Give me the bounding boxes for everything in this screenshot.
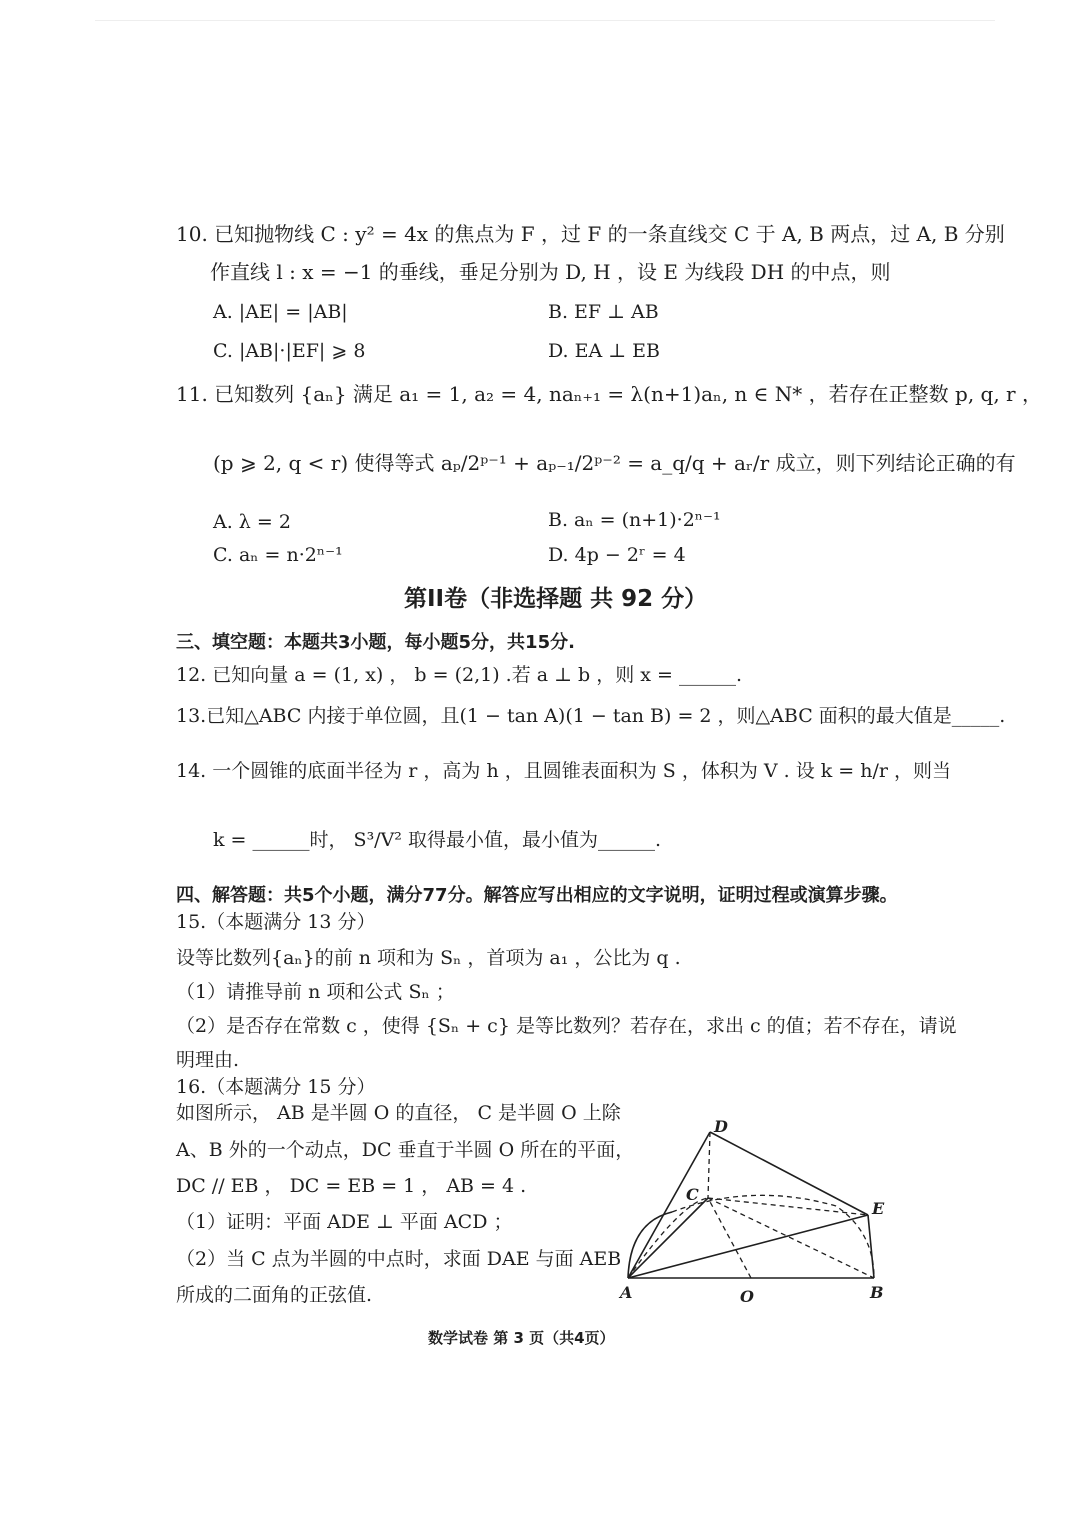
q12-text: 12. 已知向量 a = (1, x) ， b = (2,1) .若 a ⊥ b ，则 x = ______.: [176, 664, 743, 686]
q16-line4: （1）证明：平面 ADE ⊥ 平面 ACD ；: [176, 1211, 513, 1233]
page-footer: 数学试卷 第 3 页（共4页）: [428, 1329, 615, 1347]
q16-line5: （2）当 C 点为半圆的中点时，求面 DAE 与面 AEB: [176, 1248, 622, 1270]
q10-line1: 10. 已知抛物线 C : y² = 4x 的焦点为 F ，过 F 的一条直线交 C 于 A, B 两点，过 A, B 分别: [176, 222, 1005, 246]
q10-option-c: C. |AB|·|EF| ⩾ 8: [213, 340, 366, 362]
q10-option-d: D. EA ⊥ EB: [548, 340, 661, 362]
segment-ae: [628, 1215, 868, 1278]
section4-heading: 四、解答题：共5个小题，满分77分。解答应写出相应的文字说明，证明过程或演算步骤。: [176, 885, 898, 906]
segment-cb-dashed: [708, 1198, 874, 1278]
q14-line2: k = ______时， S³/V² 取得最小值，最小值为______.: [213, 829, 662, 851]
q16-line2: A、B 外的一个动点，DC 垂直于半圆 O 所在的平面，: [176, 1139, 635, 1161]
q14-line1: 14. 一个圆锥的底面半径为 r ，高为 h ，且圆锥表面积为 S ，体积为 V . 设 k = h/r ，则当: [176, 760, 952, 782]
q11-option-c: C. aₙ = n·2ⁿ⁻¹: [213, 544, 343, 566]
segment-ad: [628, 1132, 710, 1278]
q15-part2-line2: 明理由.: [176, 1049, 240, 1071]
q11-option-a: A. λ = 2: [213, 511, 291, 533]
part2-title: 第II卷（非选择题 共 92 分）: [404, 586, 708, 612]
label-b: B: [870, 1283, 884, 1302]
q15-heading: 15.（本题满分 13 分）: [176, 911, 376, 933]
q13-text: 13.已知△ABC 内接于单位圆，且(1 − tan A)(1 − tan B) = 2 ，则△ABC 面积的最大值是_____.: [176, 705, 1006, 727]
q15-part2-line1: （2）是否存在常数 c ，使得 {Sₙ + c} 是等比数列？若存在，求出 c 的值；若不存在，请说: [176, 1015, 957, 1037]
segment-ac: [628, 1198, 708, 1278]
label-a: A: [620, 1283, 633, 1302]
q11-option-d: D. 4p − 2ʳ = 4: [548, 544, 686, 566]
label-d: D: [714, 1117, 728, 1136]
label-o: O: [740, 1287, 754, 1306]
q16-line3: DC // EB ， DC = EB = 1 ， AB = 4 .: [176, 1175, 527, 1197]
q16-heading: 16.（本题满分 15 分）: [176, 1076, 376, 1098]
q10-option-a: A. |AE| = |AB|: [213, 301, 348, 323]
q15-part1: （1）请推导前 n 项和公式 Sₙ ；: [176, 981, 455, 1003]
q11-line2: (p ⩾ 2, q < r) 使得等式 aₚ/2ᵖ⁻¹ + aₚ₋₁/2ᵖ⁻² = a_q/q + aᵣ/r 成立，则下列结论正确的有: [213, 451, 1016, 475]
scan-top-edge: [95, 20, 995, 21]
q11-line1: 11. 已知数列 {aₙ} 满足 a₁ = 1, a₂ = 4, naₙ₊₁ = λ(n+1)aₙ, n ∈ N* ，若存在正整数 p, q, r ，: [176, 382, 1042, 406]
section3-heading: 三、填空题：本题共3小题，每小题5分，共15分.: [176, 632, 575, 653]
q16-line6: 所成的二面角的正弦值.: [176, 1284, 373, 1306]
q10-option-b: B. EF ⊥ AB: [548, 301, 659, 323]
q11-option-b: B. aₙ = (n+1)·2ⁿ⁻¹: [548, 509, 721, 531]
segment-ce-dashed: [708, 1198, 868, 1215]
segment-de: [710, 1132, 868, 1215]
q16-geometry-figure: [612, 1112, 902, 1312]
q15-stem: 设等比数列{aₙ}的前 n 项和为 Sₙ ，首项为 a₁ ，公比为 q .: [176, 947, 681, 969]
segment-oc-dashed: [708, 1198, 751, 1278]
q16-line1: 如图所示， AB 是半圆 O 的直径， C 是半圆 O 上除: [176, 1102, 621, 1124]
segment-dc-dashed: [708, 1132, 710, 1198]
q10-line2: 作直线 l : x = −1 的垂线，垂足分别为 D, H ，设 E 为线段 DH 的中点，则: [210, 260, 891, 284]
semicircle-arc-dashed: [672, 1195, 874, 1278]
label-c: C: [686, 1185, 699, 1204]
label-e: E: [872, 1199, 885, 1218]
